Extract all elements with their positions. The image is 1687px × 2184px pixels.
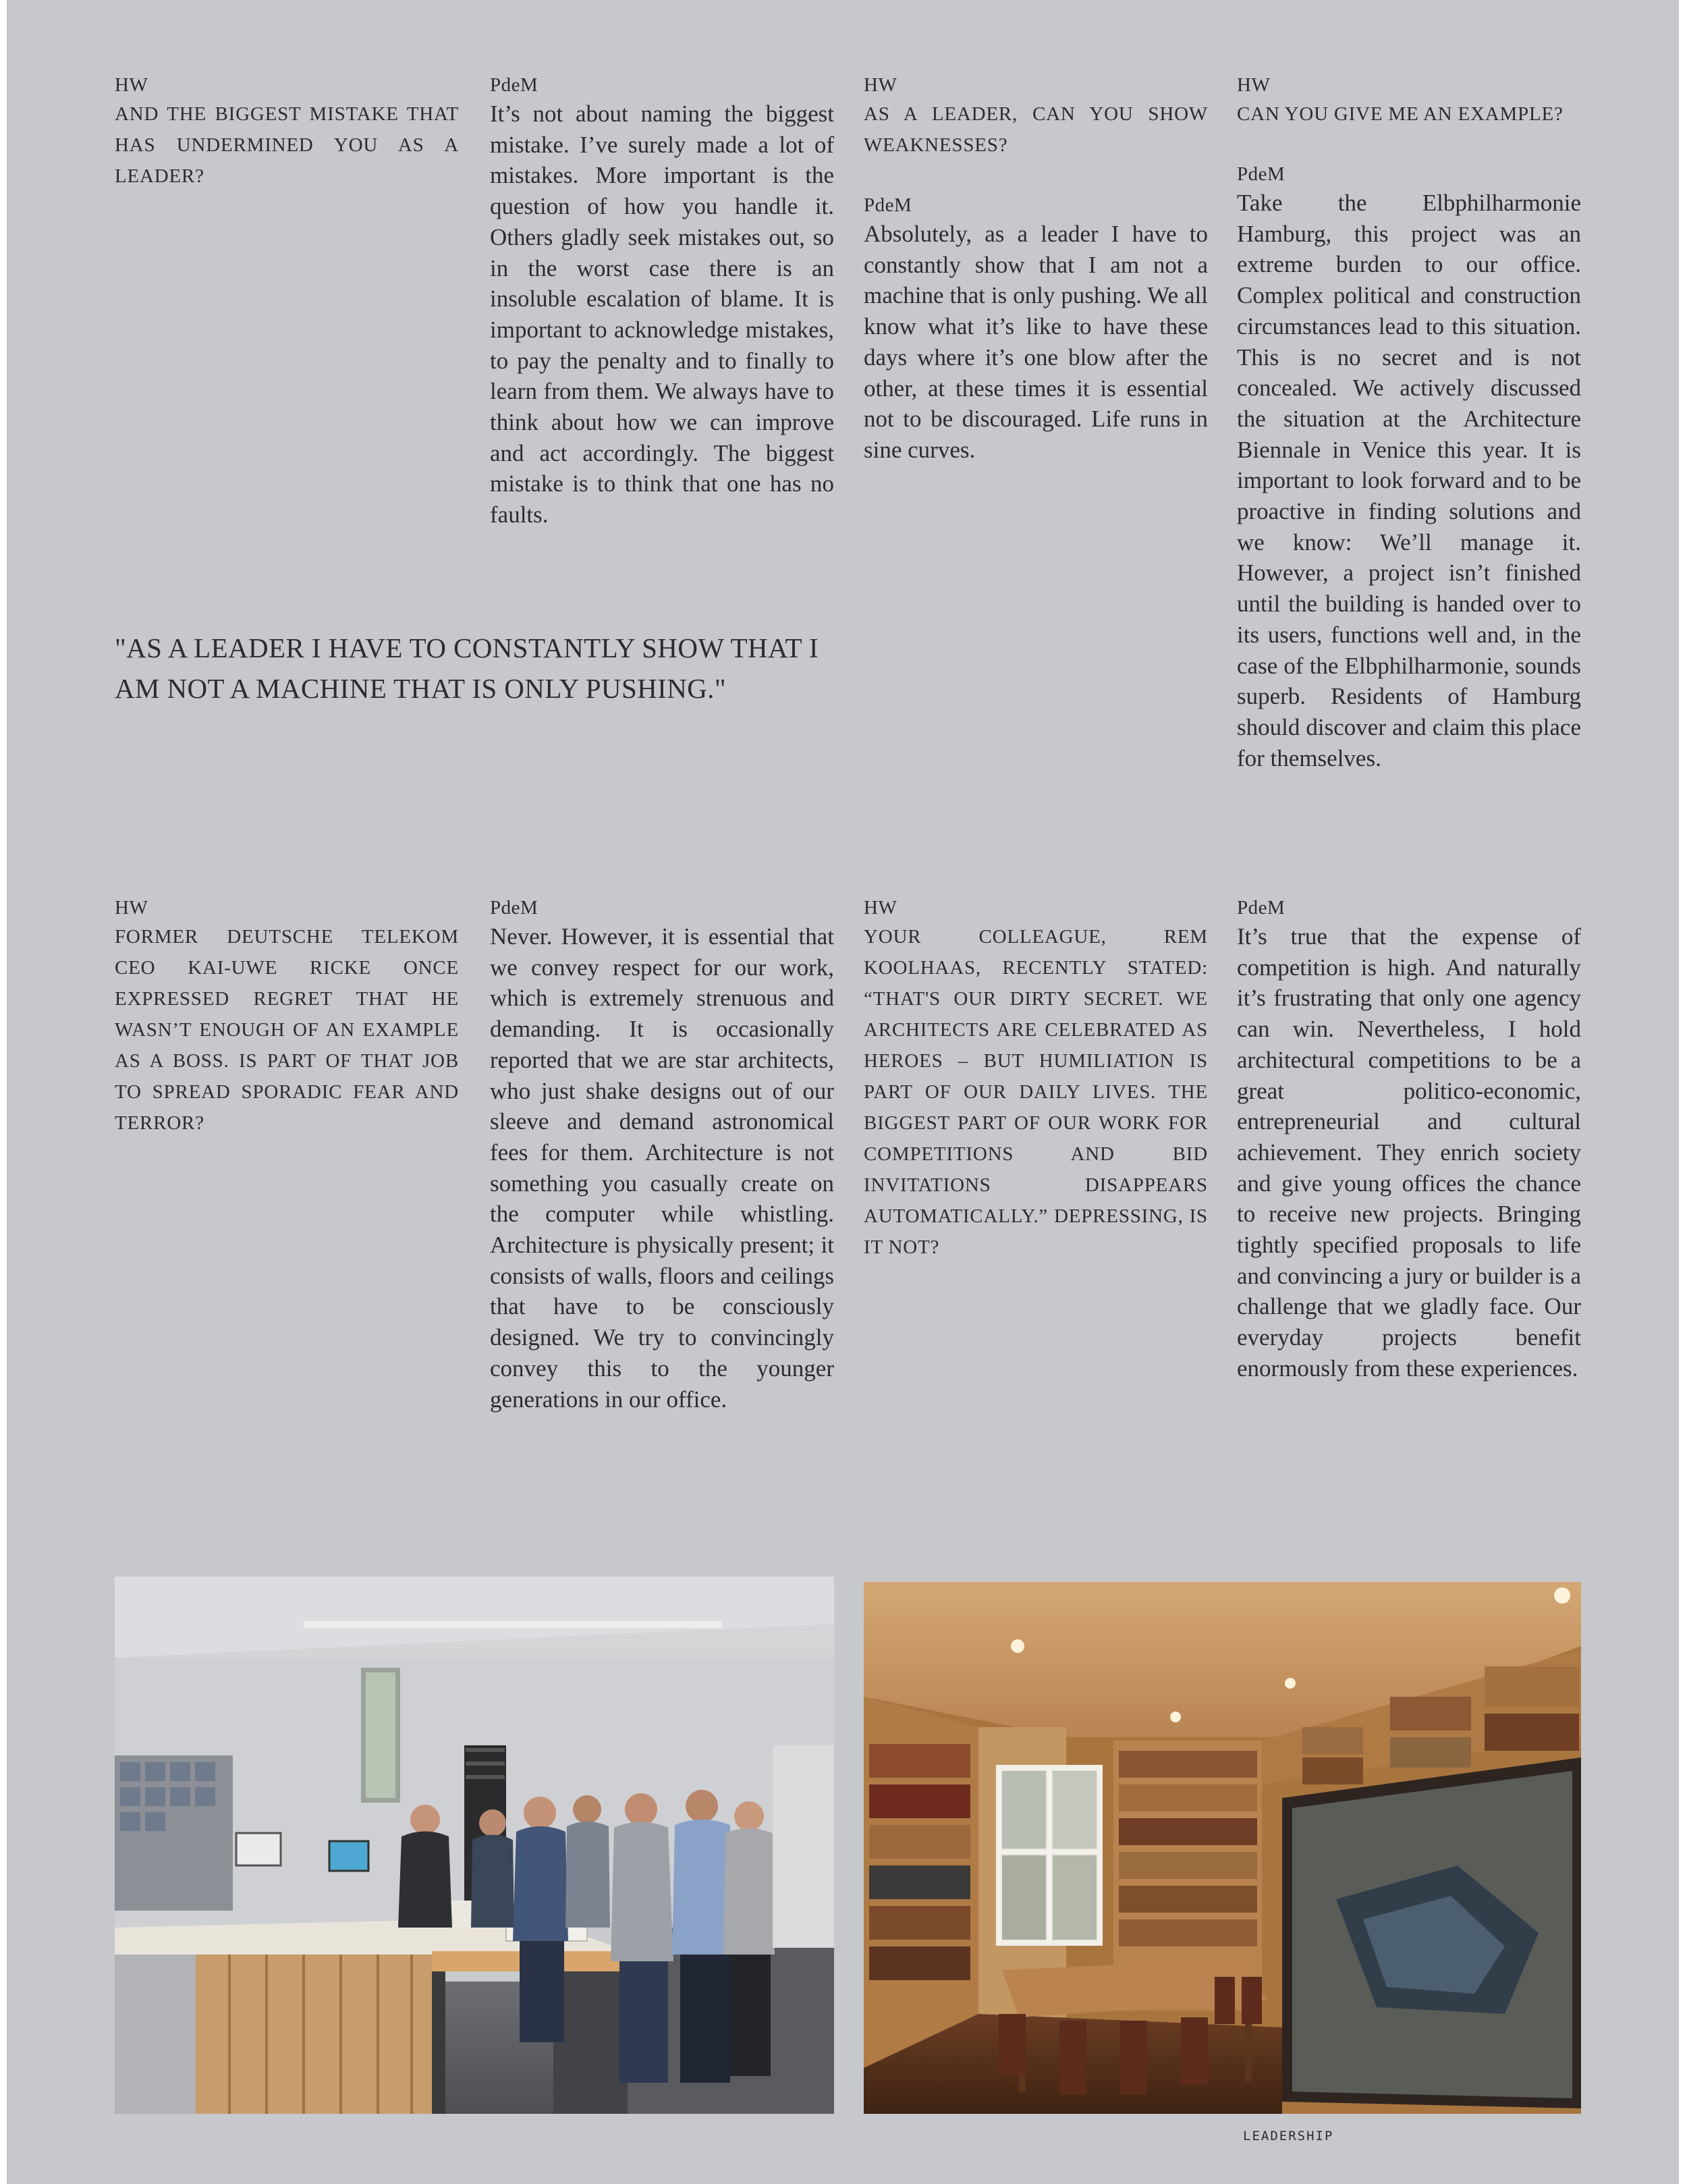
interview-question: YOUR COLLEAGUE, REM KOOLHAAS, RECENTLY STATED: “THAT'S OUR DIRTY SECRET. WE ARCHITECTS ARE CELEBRATED AS HEROES – BUT HUMILIATION IS PART OF OUR DAILY LIVES. THE BIGGEST PART OF OUR WORK FOR COMPETITIONS AND BID INVITATIONS DISAPPEARS AUTOMATICALLY.” DEPRESSING, IS IT NOT? <box>864 926 1208 1258</box>
speaker-label: HW <box>115 74 148 96</box>
speaker-label: PdeM <box>864 194 912 216</box>
speaker-label: PdeM <box>490 74 538 96</box>
interview-block-r2c3 <box>864 894 1208 1263</box>
interview-question: AND THE BIGGEST MISTAKE THAT HAS UNDERMINED YOU AS A LEADER? <box>115 103 459 187</box>
speaker-label: HW <box>115 897 148 919</box>
interview-block-r1c3 <box>864 72 1208 466</box>
interview-block-r1c1 <box>115 72 459 192</box>
speaker-label: PdeM <box>1237 897 1285 919</box>
section-label: LEADERSHIP <box>1243 2129 1334 2144</box>
interview-question: CAN YOU GIVE ME AN EXAMPLE? <box>1237 103 1564 125</box>
speaker-label: HW <box>1237 74 1271 96</box>
interview-block-r1c2 <box>490 72 834 530</box>
interview-answer: Never. However, it is essential that we convey respect for our work, which is extremely strenuous and demanding. It is occasionally reported that we are star architects, who just shake designs out of our sleeve and demand astronomical fees for them. Architecture is not something you casually create on the computer while whistling. Architecture is physically present; it consists of walls, floors and ceilings that have to be consciously designed. We try to convincingly convey this to the younger generations in our office. <box>490 923 834 1413</box>
speaker-label: PdeM <box>490 897 538 919</box>
interview-answer: Absolutely, as a leader I have to constantly show that I am not a machine that is only pushing. We all know what it’s like to have these days where it’s one blow after the other, at these times it is essential not to be discouraged. Life runs in sine curves. <box>864 221 1208 463</box>
speaker-label: HW <box>864 74 897 96</box>
interview-question: FORMER DEUTSCHE TELEKOM CEO KAI-UWE RICKE ONCE EXPRESSED REGRET THAT HE WASN’T ENOUGH OF AN EXAMPLE AS A BOSS. IS PART OF THAT JOB TO SPREAD SPORADIC FEAR AND TERROR? <box>115 926 459 1134</box>
interview-answer: Take the Elbphilharmonie Hamburg, this project was an extreme burden to our office. Complex political and construction circumstances lead to this situation. This is no secret and is not concealed. We actively discussed the situation at the Architecture Biennale in Venice this year. It is important to look forward and to be proactive in finding solutions and we know: We’ll manage it. However, a project isn’t finished until the building is handed over to its users, functions well and, in the case of the Elbphilharmonie, sounds superb. Residents of Hamburg should discover and claim this place for themselves. <box>1237 190 1581 771</box>
speaker-label: PdeM <box>1237 163 1285 185</box>
interview-answer: It’s true that the expense of competition is high. And naturally it’s frustrating that only one agency can win. Nevertheless, I hold architectural competitions to be a great politico-economic, entrepreneurial and cultural achievement. They enrich society and give young offices the chance to receive new projects. Bringing tightly specified proposals to life and convincing a jury or builder is a challenge that we gladly face. Our everyday projects benefit enormously from these experiences. <box>1237 923 1581 1382</box>
speaker-label: HW <box>864 897 897 919</box>
pull-quote: "AS A LEADER I HAVE TO CONSTANTLY SHOW THAT I AM NOT A MACHINE THAT IS ONLY PUSHING." <box>115 632 819 704</box>
office-studio-photo <box>115 1577 834 2114</box>
interview-block-r1c4 <box>1237 72 1581 773</box>
magazine-page <box>7 0 1679 2184</box>
interview-answer: It’s not about naming the biggest mistake. I’ve surely made a lot of mistakes. More important is the question of how you handle it. Others gladly seek mistakes out, so in the worst case there is an insoluble escalation of blame. It is important to acknowledge mistakes, to pay the penalty and to finally to learn from them. We always have to think about how we can improve and act accordingly. The biggest mistake is to think that one has no faults. <box>490 101 834 528</box>
interview-block-r2c2 <box>490 894 834 1415</box>
library-room-photo <box>864 1582 1581 2114</box>
interview-question: AS A LEADER, CAN YOU SHOW WEAKNESSES? <box>864 103 1208 156</box>
interview-block-r2c1 <box>115 894 459 1139</box>
interview-block-r2c4 <box>1237 894 1581 1384</box>
